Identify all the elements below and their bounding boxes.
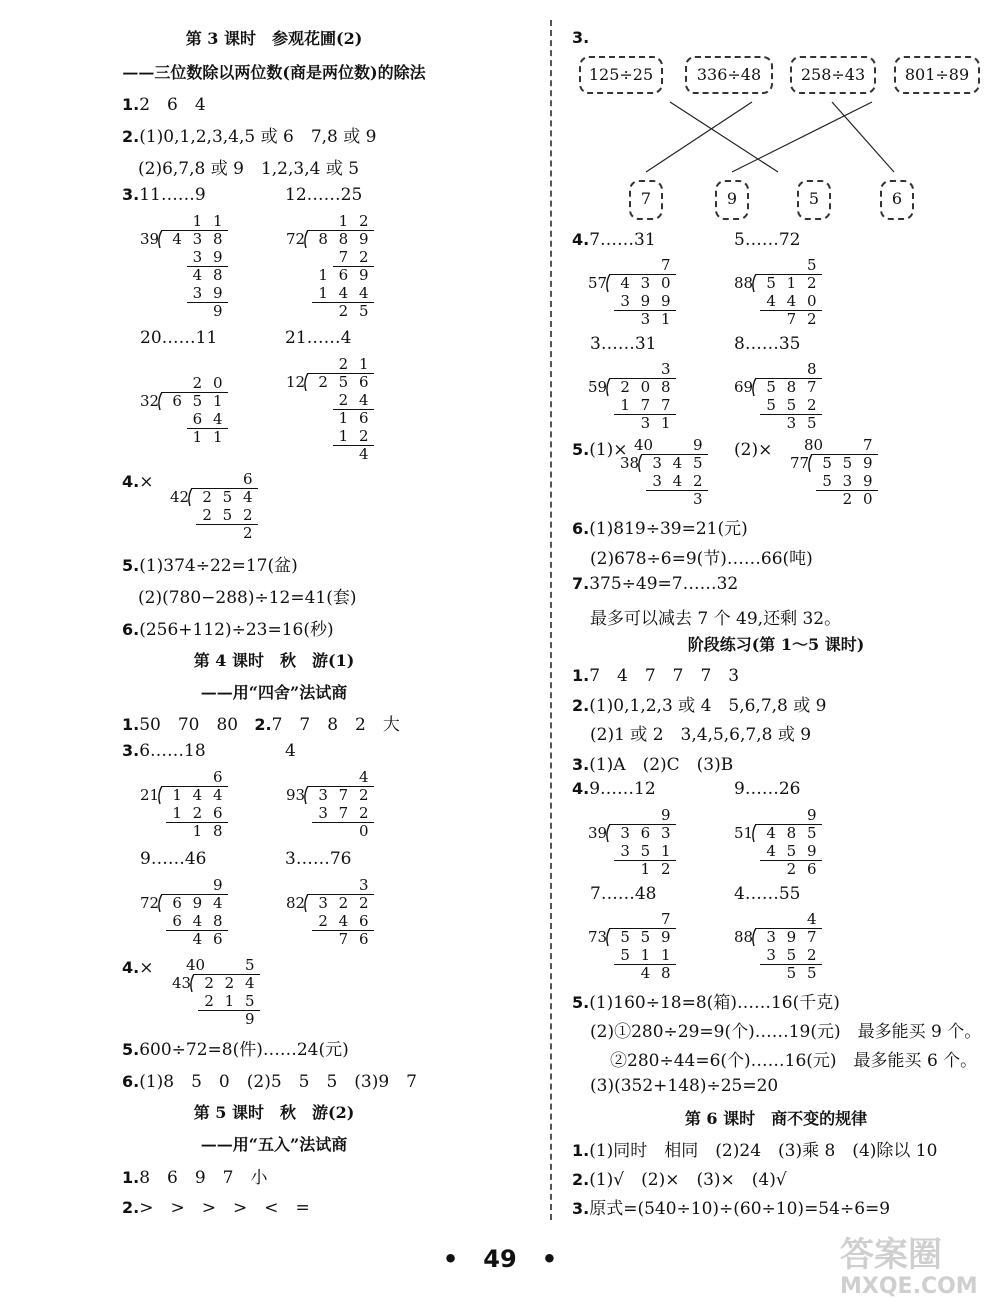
divisor: 43 xyxy=(172,974,192,992)
division-step: 3 5 1 xyxy=(620,842,674,860)
division-bracket xyxy=(806,454,814,472)
division-bracket xyxy=(156,894,164,912)
divisor: 57 xyxy=(588,274,608,292)
l4-q3-label-a: 3.6……18 xyxy=(122,741,206,761)
column-divider xyxy=(550,20,552,1220)
dividend: 3 2 2 xyxy=(318,894,372,912)
division-step: 3 9 xyxy=(192,248,226,266)
l4-q6: 6.(1)8 5 0 (2)5 5 5 (3)9 7 xyxy=(122,1072,417,1092)
division-bracket xyxy=(750,824,758,842)
r-q7b: 最多可以减去 7 个 49,还剩 32。 xyxy=(590,609,842,629)
divisor: 82 xyxy=(286,894,306,912)
lesson3-title: 第 3 课时 参观花圃(2) xyxy=(185,29,363,48)
l4-q3-label-b: 4 xyxy=(285,741,296,761)
divisor: 72 xyxy=(286,230,306,248)
division-step: 2 4 6 xyxy=(318,912,372,930)
r-q5a: 5.(1)× xyxy=(572,440,628,460)
quotient: 1 1 xyxy=(192,212,226,230)
dividend: 6 9 4 xyxy=(172,894,226,912)
dividend: 3 7 2 xyxy=(318,786,372,804)
divisor: 88 xyxy=(734,928,754,946)
division-step: 7 6 xyxy=(338,930,372,948)
l4-q4: 4.× xyxy=(122,958,154,978)
l4-q3-label-d: 3……76 xyxy=(285,849,352,869)
s-q4-label-a: 4.9……12 xyxy=(572,779,656,799)
s-q1: 1.7 4 7 7 7 3 xyxy=(572,666,740,686)
division-bracket xyxy=(302,786,310,804)
quotient: 9 xyxy=(660,806,674,824)
divisor: 32 xyxy=(140,392,160,410)
quotient: 9 xyxy=(212,876,226,894)
dividend: 5 1 2 xyxy=(766,274,820,292)
quotient: 4 xyxy=(806,910,820,928)
r-q4-label-b: 5……72 xyxy=(734,230,801,250)
division-step: 2 0 xyxy=(842,490,876,508)
divisor: 88 xyxy=(734,274,754,292)
r-q5b: (2)× xyxy=(734,440,773,460)
answer-box: 9 xyxy=(715,180,749,220)
quotient: 6 xyxy=(212,768,226,786)
dividend: 5 5 9 xyxy=(620,928,674,946)
lesson3-subtitle: ——三位数除以两位数(商是两位数)的除法 xyxy=(122,63,426,82)
expression-box: 801÷89 xyxy=(894,56,980,94)
division-step: 5 5 xyxy=(786,964,820,982)
division-step: 9 xyxy=(212,302,226,320)
division-bracket xyxy=(604,824,612,842)
dividend: 5 5 9 xyxy=(822,454,876,472)
divisor: 21 xyxy=(140,786,160,804)
division-bracket xyxy=(750,378,758,396)
r-q6a: 6.(1)819÷39=21(元) xyxy=(572,519,748,539)
l3-q3-label-a: 3.11……9 xyxy=(122,185,206,205)
division-bracket xyxy=(156,786,164,804)
lesson4-title: 第 4 课时 秋 游(1) xyxy=(193,651,355,670)
r-q4-label-c: 3……31 xyxy=(590,334,657,354)
division-step: 2 xyxy=(242,524,256,542)
dividend: 2 5 6 xyxy=(318,373,372,391)
dividend: 3 6 3 xyxy=(620,824,674,842)
divisor: 39 xyxy=(140,230,160,248)
division-step: 1 2 6 xyxy=(172,804,226,822)
quotient: 2 0 xyxy=(192,374,226,392)
division-step: 3 1 xyxy=(640,414,674,432)
division-step: 1 2 xyxy=(338,427,372,445)
r-q4-label-a: 4.7……31 xyxy=(572,230,656,250)
l3-q4: 4.× xyxy=(122,472,154,492)
quotient: 7 xyxy=(862,436,876,454)
division-step: 4 8 xyxy=(192,266,226,284)
s-q5b: (2)①280÷29=9(个)……19(元) 最多能买 9 个。 xyxy=(590,1022,982,1042)
division-step: 2 1 5 xyxy=(204,992,258,1010)
trial-quotient: 40 xyxy=(634,436,654,454)
divisor: 38 xyxy=(620,454,640,472)
r-q4-label-d: 8……35 xyxy=(734,334,801,354)
lesson4-subtitle: ——用“四舍”法试商 xyxy=(200,683,348,702)
division-step: 9 xyxy=(244,1010,258,1028)
dividend: 4 8 5 xyxy=(766,824,820,842)
dividend: 3 9 7 xyxy=(766,928,820,946)
lesson6-title: 第 6 课时 商不变的规律 xyxy=(684,1109,868,1128)
matching-lines xyxy=(552,92,1000,180)
division-bracket xyxy=(636,454,644,472)
l6-q2: 2.(1)√ (2)× (3)× (4)√ xyxy=(572,1170,787,1190)
division-step: 4 4 0 xyxy=(766,292,820,310)
l5-q2: 2.> > > > < = xyxy=(122,1198,310,1218)
s-q5a: 5.(1)160÷18=8(箱)……16(千克) xyxy=(572,993,840,1013)
dividend: 8 8 9 xyxy=(318,230,372,248)
division-bracket xyxy=(302,894,310,912)
division-bracket xyxy=(750,928,758,946)
dividend: 5 8 7 xyxy=(766,378,820,396)
division-step: 7 2 xyxy=(786,310,820,328)
s-q2a: 2.(1)0,1,2,3 或 4 5,6,7,8 或 9 xyxy=(572,696,827,716)
dividend: 2 2 4 xyxy=(204,974,258,992)
l3-q1: 1.2 6 4 xyxy=(122,95,206,115)
quotient: 2 1 xyxy=(338,355,372,373)
dividend: 6 5 1 xyxy=(172,392,226,410)
quotient: 3 xyxy=(660,360,674,378)
l3-q6: 6.(256+112)÷23=16(秒) xyxy=(122,620,334,640)
dividend: 1 4 4 xyxy=(172,786,226,804)
s-q2b: (2)1 或 2 3,4,5,6,7,8 或 9 xyxy=(590,725,812,745)
dividend: 2 5 4 xyxy=(202,488,256,506)
s-q4-label-c: 7……48 xyxy=(590,884,657,904)
divisor: 42 xyxy=(170,488,190,506)
division-step: 2 5 2 xyxy=(202,506,256,524)
division-step: 3 1 xyxy=(640,310,674,328)
dividend: 4 3 8 xyxy=(172,230,226,248)
s-q3: 3.(1)A (2)C (3)B xyxy=(572,755,734,775)
division-bracket xyxy=(156,230,164,248)
division-step: 3 7 2 xyxy=(318,804,372,822)
l3-q2b: (2)6,7,8 或 9 1,2,3,4 或 5 xyxy=(138,159,360,179)
division-step: 5 3 9 xyxy=(822,472,876,490)
answer-box: 5 xyxy=(797,180,831,220)
quotient: 1 2 xyxy=(338,212,372,230)
divisor: 51 xyxy=(734,824,754,842)
r-q6b: (2)678÷6=9(节)……66(吨) xyxy=(590,549,813,569)
quotient: 5 xyxy=(244,956,258,974)
quotient: 7 xyxy=(660,910,674,928)
l3-q3-label-d: 21……4 xyxy=(285,328,352,348)
trial-quotient: 80 xyxy=(804,436,824,454)
division-bracket xyxy=(604,378,612,396)
division-step: 1 8 xyxy=(192,822,226,840)
page-number: • 49 • xyxy=(442,1245,558,1273)
division-bracket xyxy=(750,274,758,292)
l3-q3-label-c: 20……11 xyxy=(140,328,218,348)
divisor: 59 xyxy=(588,378,608,396)
lesson5-subtitle: ——用“五入”法试商 xyxy=(200,1135,348,1154)
division-step: 1 4 4 xyxy=(318,284,372,302)
expression-box: 125÷25 xyxy=(579,56,663,94)
division-bracket xyxy=(604,274,612,292)
quotient: 5 xyxy=(806,256,820,274)
l4-q1-q2: 1.50 70 80 2.7 7 8 2 大 xyxy=(122,715,400,735)
dividend: 4 3 0 xyxy=(620,274,674,292)
lesson5-title: 第 5 课时 秋 游(2) xyxy=(193,1103,355,1122)
divisor: 93 xyxy=(286,786,306,804)
expression-box: 258÷43 xyxy=(790,56,876,94)
division-bracket xyxy=(156,392,164,410)
r-q7a: 7.375÷49=7……32 xyxy=(572,574,739,594)
l5-q1: 1.8 6 9 7 小 xyxy=(122,1168,268,1188)
division-step: 1 6 xyxy=(338,409,372,427)
trial-quotient: 40 xyxy=(186,956,206,974)
division-step: 3 9 xyxy=(192,284,226,302)
division-step: 3 5 xyxy=(786,414,820,432)
expression-box: 336÷48 xyxy=(685,56,773,94)
divisor: 69 xyxy=(734,378,754,396)
quotient: 4 xyxy=(358,768,372,786)
r-q3-number: 3. xyxy=(572,28,590,47)
division-bracket xyxy=(188,974,196,992)
division-step: 3 9 9 xyxy=(620,292,674,310)
dividend: 2 0 8 xyxy=(620,378,674,396)
division-bracket xyxy=(186,488,194,506)
divisor: 39 xyxy=(588,824,608,842)
quotient: 8 xyxy=(806,360,820,378)
quotient: 6 xyxy=(242,470,256,488)
quotient: 9 xyxy=(692,436,706,454)
s-q5d: (3)(352+148)÷25=20 xyxy=(590,1076,779,1096)
l6-q3: 3.原式=(540÷10)÷(60÷10)=54÷6=9 xyxy=(572,1199,891,1219)
division-step: 1 2 xyxy=(640,860,674,878)
l3-q5b: (2)(780−288)÷12=41(套) xyxy=(138,588,357,608)
division-step: 4 8 xyxy=(640,964,674,982)
quotient: 9 xyxy=(806,806,820,824)
s-q4-label-b: 9……26 xyxy=(734,779,801,799)
divisor: 12 xyxy=(286,373,306,391)
division-step: 1 6 9 xyxy=(318,266,372,284)
division-step: 7 2 xyxy=(338,248,372,266)
divisor: 72 xyxy=(140,894,160,912)
quotient: 7 xyxy=(660,256,674,274)
answer-box: 7 xyxy=(629,180,663,220)
dividend: 3 4 5 xyxy=(652,454,706,472)
divisor: 73 xyxy=(588,928,608,946)
division-step: 6 4 8 xyxy=(172,912,226,930)
division-step: 4 6 xyxy=(192,930,226,948)
division-step: 5 1 1 xyxy=(620,946,674,964)
division-step: 2 4 xyxy=(338,391,372,409)
division-step: 5 5 2 xyxy=(766,396,820,414)
divisor: 77 xyxy=(790,454,810,472)
division-step: 2 6 xyxy=(786,860,820,878)
division-step: 1 1 xyxy=(192,428,226,446)
watermark-logo: 答案圈 MXQE.COM xyxy=(840,1235,978,1299)
l3-q2a: 2.(1)0,1,2,3,4,5 或 6 7,8 或 9 xyxy=(122,127,377,147)
division-bracket xyxy=(302,373,310,391)
division-step: 3 xyxy=(692,490,706,508)
division-step: 4 5 9 xyxy=(766,842,820,860)
s-q4-label-d: 4……55 xyxy=(734,884,801,904)
l4-q3-label-c: 9……46 xyxy=(140,849,207,869)
answer-box: 6 xyxy=(880,180,914,220)
division-step: 3 5 2 xyxy=(766,946,820,964)
division-step: 4 xyxy=(358,445,372,463)
quotient: 3 xyxy=(358,876,372,894)
stage-practice-title: 阶段练习(第 1～5 课时) xyxy=(687,635,865,654)
l3-q5a: 5.(1)374÷22=17(盆) xyxy=(122,556,298,576)
division-step: 2 5 xyxy=(338,302,372,320)
division-bracket xyxy=(302,230,310,248)
division-bracket xyxy=(604,928,612,946)
division-step: 3 4 2 xyxy=(652,472,706,490)
l3-q3-label-b: 12……25 xyxy=(285,185,363,205)
l6-q1: 1.(1)同时 相同 (2)24 (3)乘 8 (4)除以 10 xyxy=(572,1141,938,1161)
s-q5c: ②280÷44=6(个)……16(元) 最多能买 6 个。 xyxy=(610,1051,978,1071)
division-step: 0 xyxy=(358,822,372,840)
l4-q5: 5.600÷72=8(件)……24(元) xyxy=(122,1040,349,1060)
division-step: 6 4 xyxy=(192,410,226,428)
division-step: 1 7 7 xyxy=(620,396,674,414)
